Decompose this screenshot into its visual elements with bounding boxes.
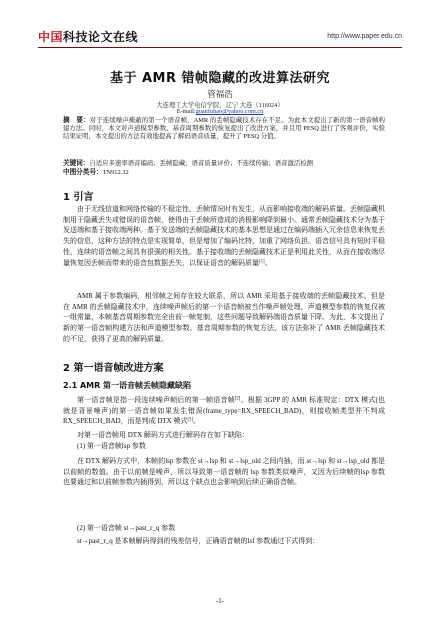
keywords-text: 自适应多速率语音编码；丢帧隐藏；语音质量评价；不连续传输；语音激活检测 (89, 160, 314, 167)
paper-title: 基于 AMR 错帧隐藏的改进算法研究 (109, 71, 331, 86)
logo-red-text: 中国 (38, 30, 64, 44)
citation-2[interactable]: [2] (234, 396, 241, 402)
clc-value: TN912.32 (102, 169, 129, 176)
intro-p1-end: 。 (264, 258, 272, 267)
email-link[interactable]: guanfuhao@yahoo.com.cn (195, 108, 264, 115)
defect-2-heading: (2) 第一语音帧 st→past_r_q 参数 (77, 524, 176, 532)
clc-label: 中图分类号： (63, 168, 103, 176)
keywords (63, 159, 385, 168)
defect-2-description: st→past_r_q 是本帧解码得到的残差信号，正确语音帧的lsf 参数通过下式得到： (77, 537, 320, 545)
citation-3[interactable]: [3] (187, 417, 194, 423)
intro-paragraph-1 (63, 204, 385, 268)
defect-1-heading: (1) 第一语音帧lsp 参数 (77, 442, 146, 450)
s21-p1-text-a: 第一语音帧是指一段连续噪声帧后的第一帧语音帧 (77, 396, 235, 404)
author-email (0, 108, 440, 115)
paper-author: 管福浩 (207, 89, 233, 99)
abstract-label: 摘 要： (63, 116, 90, 124)
intro-p1-text: 由于无线信道和网络传输的不稳定性，丢帧情况时有发生，从而影响接收端的解码质量。丢帧隐藏机制用于隐藏丢失或错误的语音帧，使得由于丢帧所造成的消极影响降到最小。通常丢帧隐藏技术分为基于发送端和基于接收端两种。基于发送端的丢帧隐藏技术的基本思想是通过在编码端插入冗余信息来恢复丢失的信息，这种方法的特点是实现简单，但是增加了编码比特，加重了网络负担。语音信号具有短时平稳性，连续的语音帧之间具有很强的相关性。基于接收端的丢帧隐藏技术正是利用此关性，从而在接收端尽量恢复因丢帧而带来的语音包数据丢失，以保证语音的解码质量 (63, 205, 385, 267)
journal-website[interactable]: http://www.paper.edu.cn (327, 33, 402, 40)
subsection-heading-2-1: 2.1 AMR 第一语音帧丢帧隐藏缺陷 (63, 381, 192, 390)
defect-1-paragraph: 在 DTX 解码方式中，本帧的lsp 参数在 st→lsp 和 st→lsp_old 之间内插，而 st→lsp 和 st→lsp_old 都是以前帧的数值。由于以前帧是噪声，所以导致第一语音帧的 lsp 参数类似噪声，又因为后续帧的lsp 参数也要通过和以前帧参数内插得到，所以这个缺点也会影响到后续正确语音帧。 (63, 457, 385, 487)
classification-number (63, 168, 385, 177)
abstract-text: 对于连续噪声掩蔽的第一个语音帧，AMR 的丢帧隐藏技术存在不足。为此本文提出了新的第一语音帧构建方法。同时，本文对声道模型参数、基音周期参数的恢复提出了改进方案，并且用 PESQ 进行了客观评价，实验结果证明，本文提出的方法有效地提高了解码语音质量，提升了 PESQ 分值。 (63, 117, 386, 141)
defects-intro-line: 对第一语音帧用 DTX 解码方式进行解码存在如下缺陷： (77, 431, 249, 439)
intro-paragraph-2: AMR 属于参数编码，相邻帧之间存在较大联系，所以 AMR 采用基于接收端的丢帧隐藏技术。但是在 AMR 的丢帧隐藏技术中，连续噪声帧后的第一个语音帧被当作噪声帧处理，声道模型参数的恢复仅被一组常量，本帧基音周期参数完全由前一帧复制，这些问题导致解码端语音质量下降。为此，本文提出了新的第一语音帧构建方法和声道模型参数、基音周期参数的恢复方法，该方法弥补了 AMR 丢帧隐藏技术的不足，获得了更高的解码质量。 (63, 292, 385, 343)
page-number: -1- (215, 597, 225, 605)
header-rule (38, 47, 402, 48)
section-heading-introduction: 1 引言 (63, 192, 94, 203)
journal-header (38, 30, 402, 46)
s21-p1-end: 。 (193, 417, 201, 426)
citation-1[interactable]: [1] (259, 259, 265, 265)
logo-black-text: 科技论文在线 (63, 30, 139, 44)
section-heading-2: 2 第一语音帧改进方案 (63, 363, 164, 374)
author-affiliation: 大连理工大学电信学院，辽宁 大连（116024） (156, 102, 284, 109)
section-2-1-paragraph-1 (63, 395, 385, 427)
keywords-label: 关键词： (63, 159, 90, 167)
abstract (63, 116, 385, 142)
journal-logo (38, 30, 138, 44)
s21-p1-text-b: 。根据 3GPP 的 AMR 标准规定：DTX 模式(也就是背景噪声)的第一语音帧如果发生错误(frame_type=RX_SPEECH_BAD)，则接收帧类型并不判成 RX_SPEECH_BAD，而是判成 DTX 模式 (63, 396, 386, 426)
email-label: E-mail: (176, 108, 196, 115)
